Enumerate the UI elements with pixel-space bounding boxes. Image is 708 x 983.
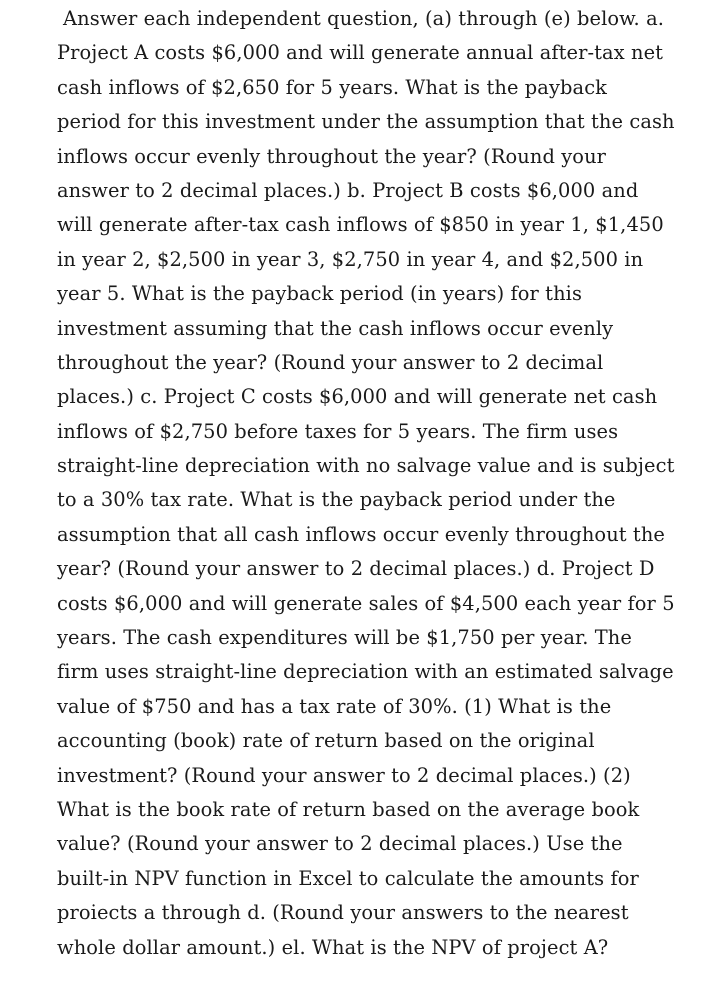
text-line-6: answer to 2 decimal places.) b. Project B costs $6,000 and	[57, 178, 639, 202]
text-line-19: years. The cash expenditures will be $1,750 per year. The	[57, 626, 632, 650]
text-line-11: throughout the year? (Round your answer to 2 decimal	[57, 350, 604, 374]
question-text	[57, 2, 675, 965]
text-line-3: cash inflows of $2,650 for 5 years. What is the payback	[57, 75, 608, 99]
text-line-9: year 5. What is the payback period (in years) for this	[57, 282, 583, 306]
text-line-1: Answer each independent question, (a) through (e) below. a.	[63, 7, 665, 30]
text-line-21: value of $750 and has a tax rate of 30%. (1) What is the	[57, 694, 612, 718]
text-line-5: inflows occur evenly throughout the year? (Round your	[57, 144, 607, 168]
text-line-16: assumption that all cash inflows occur evenly throughout the	[57, 522, 665, 546]
text-line-10: investment assuming that the cash inflows occur evenly	[57, 316, 614, 340]
text-line-27: proiects a through d. (Round your answers to the nearest	[57, 901, 629, 925]
text-line-14: straight-line depreciation with no salvage value and is subject	[57, 454, 675, 478]
text-line-24: What is the book rate of return based on the average book	[57, 797, 640, 821]
text-line-28: whole dollar amount.) el. What is the NPV of project A?	[57, 935, 609, 959]
text-line-2: Project A costs $6,000 and will generate annual after-tax net	[57, 41, 664, 65]
text-line-8: in year 2, $2,500 in year 3, $2,750 in year 4, and $2,500 in	[57, 247, 644, 271]
text-line-20: firm uses straight-line depreciation with an estimated salvage	[57, 660, 674, 684]
text-line-4: period for this investment under the assumption that the cash	[57, 110, 675, 134]
text-line-17: year? (Round your answer to 2 decimal places.) d. Project D	[57, 557, 655, 581]
text-line-22: accounting (book) rate of return based on the original	[57, 729, 595, 753]
text-line-25: value? (Round your answer to 2 decimal places.) Use the	[57, 832, 623, 856]
text-line-23: investment? (Round your answer to 2 decimal places.) (2)	[57, 763, 631, 787]
text-line-13: inflows of $2,750 before taxes for 5 years. The firm uses	[57, 419, 619, 443]
text-line-15: to a 30% tax rate. What is the payback period under the	[57, 488, 616, 512]
text-line-12: places.) c. Project C costs $6,000 and will generate net cash	[57, 385, 658, 409]
text-line-26: built-in NPV function in Excel to calculate the amounts for	[57, 866, 639, 890]
text-line-18: costs $6,000 and will generate sales of $4,500 each year for 5	[57, 591, 675, 615]
text-line-7: will generate after-tax cash inflows of $850 in year 1, $1,450	[57, 213, 664, 237]
